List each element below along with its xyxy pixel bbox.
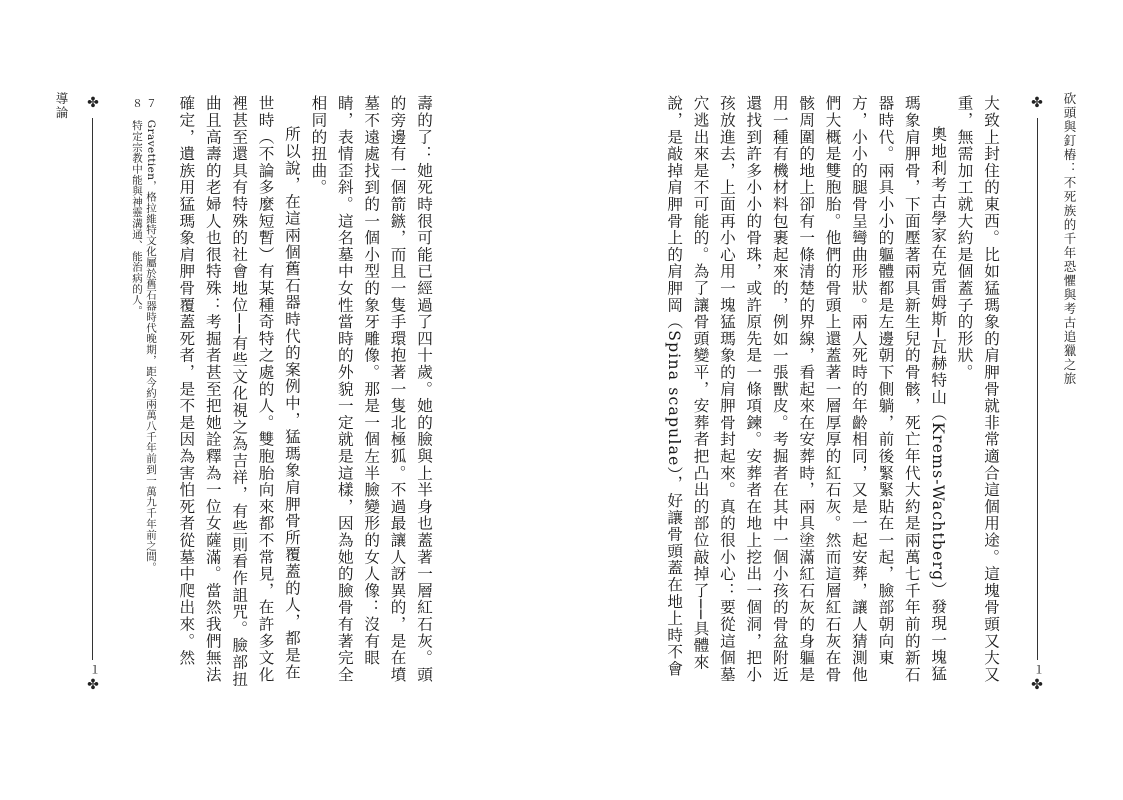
ornament-top-right: ✤	[1031, 95, 1043, 111]
paragraph: 奧地利考古學家在克雷姆斯─瓦赫特山（Krems-Wachtberg）發現一塊猛瑪象肩胛骨，下面壓著兩具新生兒的骨骸，死亡年代大約是兩萬七千年前的新石器時代。兩具小小的軀體都是左邊朝下側躺，前後緊緊貼在一起，臉部朝向東方，小小的腿骨呈彎曲形狀。兩人死時的年齡相同，又是一起安葬，讓人猜測他們大概是雙胞胎。他們的骨頭上還蓋著一層厚厚的紅石灰。然而這層紅石灰在骨骸周圍的地上卻有一條清楚的界線，看起來在安葬時，兩具塗滿紅石灰的身軀是用一種有機材料包裹起來的，例如一張獸皮。考掘者在其中一個小孩的骨盆附近還找到許多小小的骨珠，或許原先是一條項鍊。安葬者在地上挖出一個洞，把小孩放進去，上面再小心用一塊猛瑪象的肩胛骨封起來。真的很小心：要從這個墓穴逃出來是不可能的。為了讓骨頭變平，安葬者把凸出的部位敲掉了──具體來說，是敲掉肩胛骨上的肩胛岡（Spina scapulae），好讓骨頭蓋在地上時不會	[665, 95, 948, 683]
body-text-left	[172, 95, 437, 688]
running-head-left: 導論	[54, 92, 69, 120]
paragraph: 大致上封住的東西。比如猛瑪象的肩胛骨就非常適合這個用途。這塊骨頭又大又重，無需加工就大約是個蓋子的形狀。	[955, 95, 1000, 683]
ornament-top-left: ✤	[87, 95, 99, 111]
footnote-7: ７ Gravettien，格拉維特文化屬於舊石器時代晚期，距今約兩萬八千年前到一萬九千年前之間。	[145, 98, 157, 573]
paragraph: 所以說，在這兩個舊石器時代的案例中，猛瑪象肩胛骨所覆蓋的人，都是在世時（不論多麼短暫）有某種奇特之處的人。雙胞胎向來都不常見，在許多文化裡甚至還具有特殊的社會地位──有些文化視之為吉祥，有些則看作詛咒。臉部扭曲且高壽的老婦人也很特殊：考掘者甚至把她詮釋為一位女薩滿。當然我們無法確定，遺族用猛瑪象肩胛骨覆蓋死者，是不是因為害怕死者從墓中爬出來。然	[177, 95, 301, 688]
page-12	[562, 0, 1123, 800]
footnotes	[118, 98, 158, 598]
page-number-right: １	[1032, 664, 1045, 681]
margin-rule-left	[92, 118, 93, 660]
margin-rule-right	[1037, 118, 1038, 660]
footnote-8: ８ 特定宗教中能與神靈溝通、能治病的人。	[131, 98, 143, 316]
paragraph: 壽的了：她死時很可能已經過了四十歲。她的臉與上半身也蓋著一層紅石灰。頭的旁邊有一個箭鏃，而且一隻手環抱著一隻北極狐。不過最讓人訝異的，是在墳墓不遠處找到的一個小型的象牙雕像。那是一個左半臉變形的女人像：沒有眼睛，表情歪斜。這名墓中女性當時的外貌一定就是這樣，因為她的臉骨有著完全相同的扭曲。	[309, 95, 433, 683]
page-13	[0, 0, 561, 800]
ornament-bottom-right: ✤	[1031, 677, 1043, 693]
running-head-right: 砍頭與釘樁：不死族的千年恐懼與考古追獵之旅	[1062, 92, 1077, 386]
ornament-bottom-left: ✤	[87, 677, 99, 693]
page-number-left: １	[88, 664, 101, 681]
body-text-right	[658, 95, 1004, 688]
